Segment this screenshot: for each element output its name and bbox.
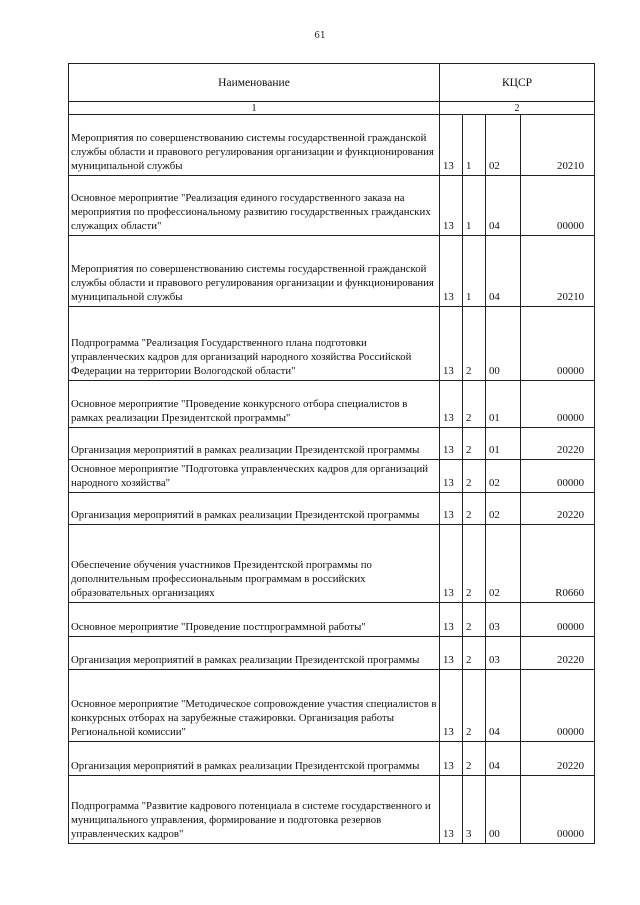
header-name: Наименование bbox=[69, 64, 440, 102]
row-name-cell: Основное мероприятие "Методическое сопровождение участия специалистов в конкурсных отборах на зарубежные стажировки. Организация работы Региональной комиссии" bbox=[69, 670, 440, 742]
kcsr-part-4: 00000 bbox=[521, 670, 595, 742]
kcsr-part-1: 13 bbox=[440, 742, 463, 776]
kcsr-part-2: 2 bbox=[463, 742, 486, 776]
kcsr-part-4: 20220 bbox=[521, 428, 595, 460]
kcsr-part-1: 13 bbox=[440, 307, 463, 381]
table-row bbox=[69, 637, 595, 670]
table-row bbox=[69, 776, 595, 844]
page-number: 61 bbox=[314, 31, 326, 41]
kcsr-part-2: 2 bbox=[463, 525, 486, 603]
table-row bbox=[69, 603, 595, 637]
kcsr-part-4: R0660 bbox=[521, 525, 595, 603]
table-row bbox=[69, 742, 595, 776]
row-name-cell: Подпрограмма "Развитие кадрового потенциала в системе государственного и муниципального управления, формирование и подготовка резервов управленческих кадров" bbox=[69, 776, 440, 844]
kcsr-part-2: 2 bbox=[463, 428, 486, 460]
kcsr-part-4: 20220 bbox=[521, 742, 595, 776]
kcsr-part-3: 00 bbox=[486, 307, 521, 381]
table-row bbox=[69, 307, 595, 381]
header-kcsr: КЦСР bbox=[440, 64, 595, 102]
row-name-cell: Мероприятия по совершенствованию системы государственной гражданской службы области и правового регулирования организации и функционирования муниципальной службы bbox=[69, 115, 440, 176]
kcsr-part-4: 20210 bbox=[521, 115, 595, 176]
kcsr-part-4: 00000 bbox=[521, 176, 595, 236]
kcsr-part-2: 2 bbox=[463, 603, 486, 637]
row-name-cell: Основное мероприятие "Подготовка управленческих кадров для организаций народного хозяйства" bbox=[69, 460, 440, 493]
kcsr-part-1: 13 bbox=[440, 236, 463, 307]
row-name-cell: Организация мероприятий в рамках реализации Президентской программы bbox=[69, 428, 440, 460]
row-name-cell: Организация мероприятий в рамках реализации Президентской программы bbox=[69, 637, 440, 670]
kcsr-part-4: 00000 bbox=[521, 603, 595, 637]
table-row bbox=[69, 525, 595, 603]
kcsr-part-4: 00000 bbox=[521, 307, 595, 381]
row-name-cell: Обеспечение обучения участников Президентской программы по дополнительным профессиональным программам в российских образовательных организациях bbox=[69, 525, 440, 603]
table-row bbox=[69, 428, 595, 460]
kcsr-part-2: 2 bbox=[463, 670, 486, 742]
kcsr-part-2: 1 bbox=[463, 236, 486, 307]
kcsr-part-4: 20210 bbox=[521, 236, 595, 307]
kcsr-part-1: 13 bbox=[440, 670, 463, 742]
kcsr-part-1: 13 bbox=[440, 428, 463, 460]
kcsr-part-3: 01 bbox=[486, 428, 521, 460]
table-row bbox=[69, 493, 595, 525]
column-number-row bbox=[69, 102, 595, 115]
kcsr-part-3: 02 bbox=[486, 493, 521, 525]
kcsr-part-2: 1 bbox=[463, 176, 486, 236]
kcsr-table bbox=[68, 63, 595, 844]
row-name-cell: Организация мероприятий в рамках реализации Президентской программы bbox=[69, 742, 440, 776]
kcsr-part-2: 2 bbox=[463, 460, 486, 493]
kcsr-part-3: 04 bbox=[486, 742, 521, 776]
kcsr-part-3: 02 bbox=[486, 460, 521, 493]
kcsr-part-1: 13 bbox=[440, 176, 463, 236]
kcsr-part-4: 20220 bbox=[521, 493, 595, 525]
kcsr-part-1: 13 bbox=[440, 525, 463, 603]
table-row bbox=[69, 460, 595, 493]
kcsr-part-1: 13 bbox=[440, 381, 463, 428]
kcsr-part-3: 00 bbox=[486, 776, 521, 844]
kcsr-part-4: 00000 bbox=[521, 460, 595, 493]
kcsr-part-4: 00000 bbox=[521, 776, 595, 844]
row-name-cell: Организация мероприятий в рамках реализации Президентской программы bbox=[69, 493, 440, 525]
row-name-cell: Основное мероприятие "Реализация единого государственного заказа на мероприятия по профессиональному развитию государственных гражданских служащих области" bbox=[69, 176, 440, 236]
kcsr-part-3: 04 bbox=[486, 670, 521, 742]
kcsr-part-4: 20220 bbox=[521, 637, 595, 670]
kcsr-part-1: 13 bbox=[440, 603, 463, 637]
kcsr-part-3: 03 bbox=[486, 603, 521, 637]
kcsr-part-3: 04 bbox=[486, 236, 521, 307]
kcsr-part-2: 2 bbox=[463, 493, 486, 525]
kcsr-part-2: 2 bbox=[463, 381, 486, 428]
kcsr-part-3: 04 bbox=[486, 176, 521, 236]
kcsr-part-2: 2 bbox=[463, 307, 486, 381]
kcsr-part-3: 01 bbox=[486, 381, 521, 428]
kcsr-part-3: 03 bbox=[486, 637, 521, 670]
kcsr-part-1: 13 bbox=[440, 493, 463, 525]
kcsr-part-3: 02 bbox=[486, 115, 521, 176]
table-row bbox=[69, 381, 595, 428]
column-number-kcsr: 2 bbox=[440, 102, 595, 115]
kcsr-part-1: 13 bbox=[440, 637, 463, 670]
row-name-cell: Основное мероприятие "Проведение постпрограммной работы" bbox=[69, 603, 440, 637]
table-row bbox=[69, 176, 595, 236]
kcsr-part-4: 00000 bbox=[521, 381, 595, 428]
kcsr-part-3: 02 bbox=[486, 525, 521, 603]
row-name-cell: Мероприятия по совершенствованию системы государственной гражданской службы области и правового регулирования организации и функционирования муниципальной службы bbox=[69, 236, 440, 307]
kcsr-part-2: 2 bbox=[463, 637, 486, 670]
table-row bbox=[69, 670, 595, 742]
row-name-cell: Подпрограмма "Реализация Государственного плана подготовки управленческих кадров для организаций народного хозяйства Российской Федерации на территории Вологодской области" bbox=[69, 307, 440, 381]
table-row bbox=[69, 236, 595, 307]
column-number-name: 1 bbox=[69, 102, 440, 115]
kcsr-part-1: 13 bbox=[440, 776, 463, 844]
table-row bbox=[69, 115, 595, 176]
row-name-cell: Основное мероприятие "Проведение конкурсного отбора специалистов в рамках реализации Президентской программы" bbox=[69, 381, 440, 428]
kcsr-part-2: 1 bbox=[463, 115, 486, 176]
kcsr-part-1: 13 bbox=[440, 460, 463, 493]
kcsr-part-2: 3 bbox=[463, 776, 486, 844]
kcsr-part-1: 13 bbox=[440, 115, 463, 176]
